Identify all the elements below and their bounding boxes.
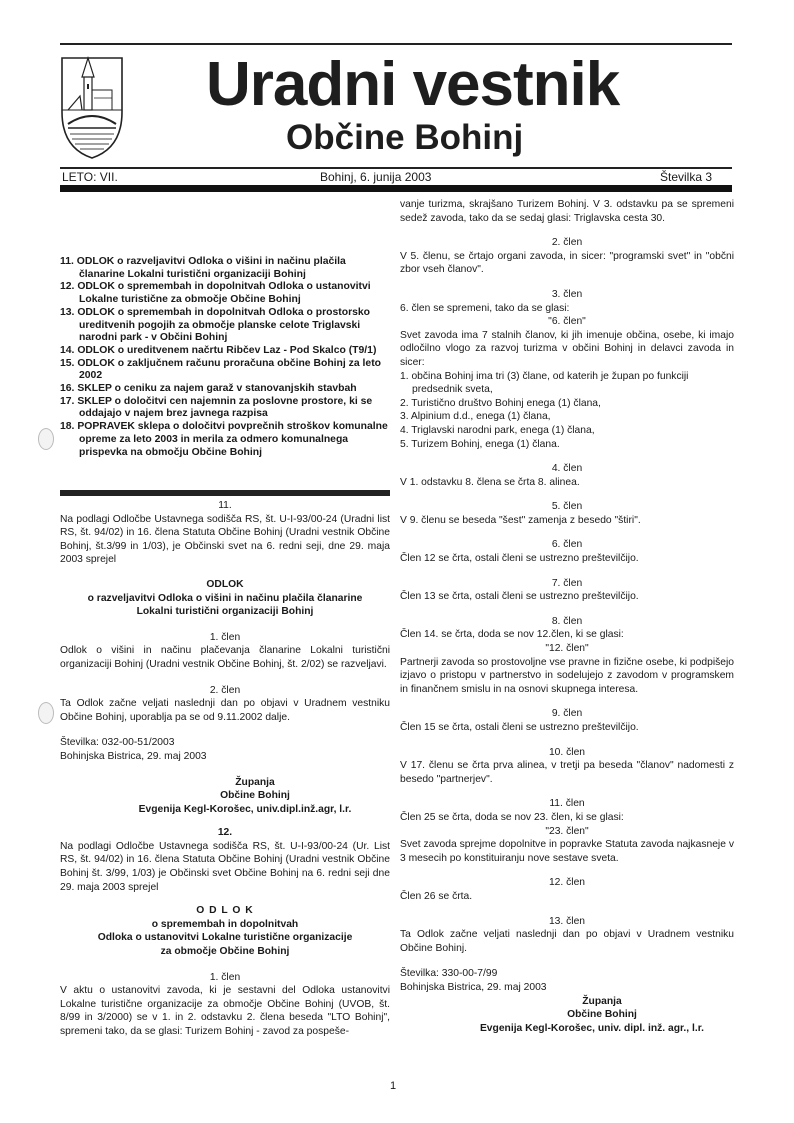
intro-12: Na podlagi Odločbe Ustavnega sodišča RS, št. U-I-93/00-24 (Ur. List RS, št. 94/02) in 16. člena Statuta Občine Bohinj (Uradni vestnik Občine Bohinj št. 3/99, 1/03) je Občinski svet Občine Bohinj na 6. redni seji dne 29. maja 2003 sprejel bbox=[60, 840, 390, 893]
continued-text: vanje turizma, skrajšano Turizem Bohinj. V 3. odstavku pa se spremeni sedež zavoda, tako da se sedaj glasi: Triglavska cesta 30. bbox=[400, 199, 734, 224]
article-heading: 12. člen bbox=[548, 877, 586, 889]
signature-org: Občine Bohinj bbox=[220, 790, 290, 802]
article-text: V 1. odstavku 8. člena se črta 8. alinea. bbox=[400, 476, 580, 488]
table-of-contents bbox=[60, 256, 390, 459]
odlok-12-title-line: za območje Občine Bohinj bbox=[160, 946, 290, 958]
article-text: Člen 13 se črta, ostali členi se ustrezno preštevilčijo. bbox=[400, 591, 639, 603]
list-item: 5. Turizem Bohinj, enega (1) člana. bbox=[400, 438, 560, 450]
punch-hole bbox=[38, 428, 54, 450]
article-text: Člen 15 se črta, ostali členi se ustrezno preštevilčijo. bbox=[400, 722, 639, 733]
article-text: V 17. členu se črta prva alinea, v tretji pa beseda "članov" nadomesti z besedo "partnerjev". bbox=[400, 760, 734, 785]
signature-name: Evgenija Kegl-Korošec, univ. dipl. inž. agr., l.r. bbox=[479, 1022, 705, 1034]
article-text: Člen 25 se črta, doda se nov 23. člen, ki se glasi: bbox=[400, 811, 624, 823]
issue-number: Številka 3 bbox=[660, 170, 713, 184]
article-heading: 9. člen bbox=[551, 708, 583, 720]
quoted-article: "6. člen" bbox=[548, 316, 586, 328]
toc-item: 18. POPRAVEK sklepa o določitvi povprečnih stroškov komunalne opreme za leto 2003 in merila za odmero komunalnega prispevka na območju Občine Bohinj bbox=[60, 421, 388, 458]
article-heading: 10. člen bbox=[548, 746, 586, 758]
article-text: V 9. členu se beseda "šest" zamenja z besedo "štiri". bbox=[400, 514, 641, 526]
article-heading: 13. člen bbox=[548, 915, 586, 927]
odlok-11-title: o razveljavitvi Odloka o višini in načinu plačila članarine Lokalni turistični organizaciji Bohinj bbox=[87, 592, 363, 618]
signature-name: Evgenija Kegl-Korošec, univ.dipl.inž.agr, l.r. bbox=[138, 803, 352, 815]
list-item: 2. Turistično društvo Bohinj enega (1) člana, bbox=[400, 397, 601, 409]
toc-item: 14. ODLOK o ureditvenem načrtu Ribčev Laz - Pod Skalco (T9/1) bbox=[60, 344, 377, 356]
article-heading: 6. člen bbox=[551, 539, 583, 551]
odlok-12-title-line: o spremembah in dopolnitvah bbox=[151, 918, 299, 930]
article-heading: 8. člen bbox=[551, 615, 583, 627]
toc-item: 12. ODLOK o spremembah in dopolnitvah Odloka o ustanovitvi Lokalne turistične za območje Občine Bohinj bbox=[60, 281, 371, 306]
toc-item: 15. ODLOK o zaključnem računu proračuna občine Bohinj za leto 2002 bbox=[60, 357, 382, 382]
signature-role: Županja bbox=[235, 776, 275, 788]
article-text: V aktu o ustanovitvi zavoda, ki je sestavni del Odloka ustanovitvi Lokalne turistične organizacije za območje Občine Bohinj (UVOB, št. 8/99 in 3/2000) se v 1. in 2. odstavku 2. člena beseda "LTO Bohinj", spremeni tako, da se glasi: Turizem Bohinj - zavod za pospeše- bbox=[60, 985, 390, 1037]
signature-org: Občine Bohinj bbox=[567, 1009, 637, 1021]
list-item: 3. Alpinium d.d., enega (1) člana, bbox=[400, 411, 551, 423]
list-item: 4. Triglavski narodni park, enega (1) člana, bbox=[400, 424, 595, 436]
list-item: 1. občina Bohinj ima tri (3) člane, od katerih je župan po funkciji predsednik sveta, bbox=[400, 370, 689, 396]
place-date: Bohinjska Bistrica, 29. maj 2003 bbox=[400, 981, 547, 993]
quoted-article: "12. člen" bbox=[545, 643, 589, 655]
article-heading: 7. člen bbox=[551, 577, 583, 589]
odlok-11-heading: ODLOK bbox=[206, 578, 244, 590]
article-text: Ta Odlok začne veljati naslednji dan po objavi v Uradnem vestniku Občine Bohinj. bbox=[400, 929, 734, 954]
right-column bbox=[400, 198, 734, 1035]
article-heading: 5. člen bbox=[551, 501, 583, 513]
article-text: Svet zavoda sprejme dopolnitve in popravke Statuta zavoda najkasneje v 3 mesecih po konstituiranju nove sestave sveta. bbox=[400, 839, 734, 864]
article-text: Člen 26 se črta. bbox=[400, 890, 473, 902]
odlok-12-heading: O D L O K bbox=[196, 905, 254, 917]
header-rule bbox=[60, 167, 732, 169]
article-heading: 2. člen bbox=[209, 684, 241, 696]
article-text: Partnerji zavoda so prostovoljne vse pravne in fizične osebe, ki podpišejo izjavo o pristopu v partnerstvo in sodelujejo z zavodom v programskem in finančnem smislu in na osnovi skupnega interesa. bbox=[400, 656, 734, 695]
toc-item: 16. SKLEP o ceniku za najem garaž v stanovanjskih stavbah bbox=[60, 383, 357, 395]
article-number-12: 12. bbox=[217, 827, 233, 839]
document-number: Številka: 032-00-51/2003 bbox=[60, 737, 175, 749]
article-text: Člen 12 se črta, ostali členi se ustrezno preštevilčijo. bbox=[400, 553, 639, 565]
toc-item: 17. SKLEP o določitvi cen najemnin za poslovne prostore, ki se oddajajo v najem brez javnega razpisa bbox=[60, 395, 373, 420]
odlok-12-title-line: Odloka o ustanovitvi Lokalne turistične organizacije bbox=[97, 932, 353, 944]
article-heading: 1. člen bbox=[209, 631, 241, 643]
article-heading: 2. člen bbox=[551, 237, 583, 249]
section-separator bbox=[60, 490, 390, 496]
signature-role: Županja bbox=[582, 995, 622, 1007]
top-rule bbox=[60, 43, 732, 45]
article-heading: 11. člen bbox=[549, 798, 585, 810]
article-text: V 5. členu, se črtajo organi zavoda, in sicer: "programski svet" in "občni zbor vseh članov". bbox=[400, 250, 734, 276]
article-text: Člen 14. se črta, doda se nov 12.člen, ki se glasi: bbox=[400, 629, 624, 641]
left-column bbox=[60, 499, 390, 1039]
article-text: 6. člen se spremeni, tako da se glasi: bbox=[400, 302, 570, 314]
publication-subtitle: Občine Bohinj bbox=[286, 118, 524, 157]
issue-date: Bohinj, 6. junija 2003 bbox=[320, 170, 432, 184]
quoted-article: "23. člen" bbox=[545, 825, 589, 837]
intro-11: Na podlagi Odločbe Ustavnega sodišča RS, št. U-I-93/00-24 (Uradni list RS, št. 94/02) in 16. člena Statuta Občine Bohinj (Uradni vestnik Občine Bohinj, št.3/99 in 1/03), je Občinski svet na 6. redni seji, dne 29. maja 2003 sprejel bbox=[60, 513, 390, 566]
place-date: Bohinjska Bistrica, 29. maj 2003 bbox=[60, 750, 207, 762]
article-number-11: 11. bbox=[218, 500, 232, 511]
issue-year: LETO: VII. bbox=[62, 170, 118, 184]
toc-item: 11. ODLOK o razveljavitvi Odloka o višini in načinu plačila članarine Lokalni turistični organizaciji Bohinj bbox=[60, 256, 346, 280]
coat-of-arms-logo bbox=[60, 50, 124, 160]
article-text: Odlok o višini in načinu plačevanja članarine Lokalni turistični organizaciji Bohinj (Uradni vestnik Občine Bohinj, št. 2/02) se razveljavi. bbox=[60, 645, 390, 670]
article-heading: 1. člen bbox=[209, 971, 241, 983]
article-heading: 4. člen bbox=[551, 463, 583, 475]
toc-item: 13. ODLOK o spremembah in dopolnitvah Odloka o prostorsko ureditvenih pogojih za območje planske celote Triglavski narodni park - v Občini Bohinj bbox=[60, 306, 371, 344]
document-number: Številka: 330-00-7/99 bbox=[400, 968, 498, 980]
header-thick-rule bbox=[60, 185, 732, 192]
article-heading: 3. člen bbox=[551, 288, 583, 300]
page-number: 1 bbox=[390, 1080, 397, 1092]
punch-hole bbox=[38, 702, 54, 724]
article-text: Svet zavoda ima 7 stalnih članov, ki jih imenuje občina, osebe, ki imajo odločilno vlogo za razvoj turizma v občini Bohinj in delavci zavoda in sicer: bbox=[400, 329, 734, 368]
publication-title: Uradni vestnik bbox=[206, 50, 620, 119]
article-text: Ta Odlok začne veljati naslednji dan po objavi v Uradnem vestniku Občine Bohinj, uporablja pa se od 9.11.2002 dalje. bbox=[60, 698, 390, 723]
